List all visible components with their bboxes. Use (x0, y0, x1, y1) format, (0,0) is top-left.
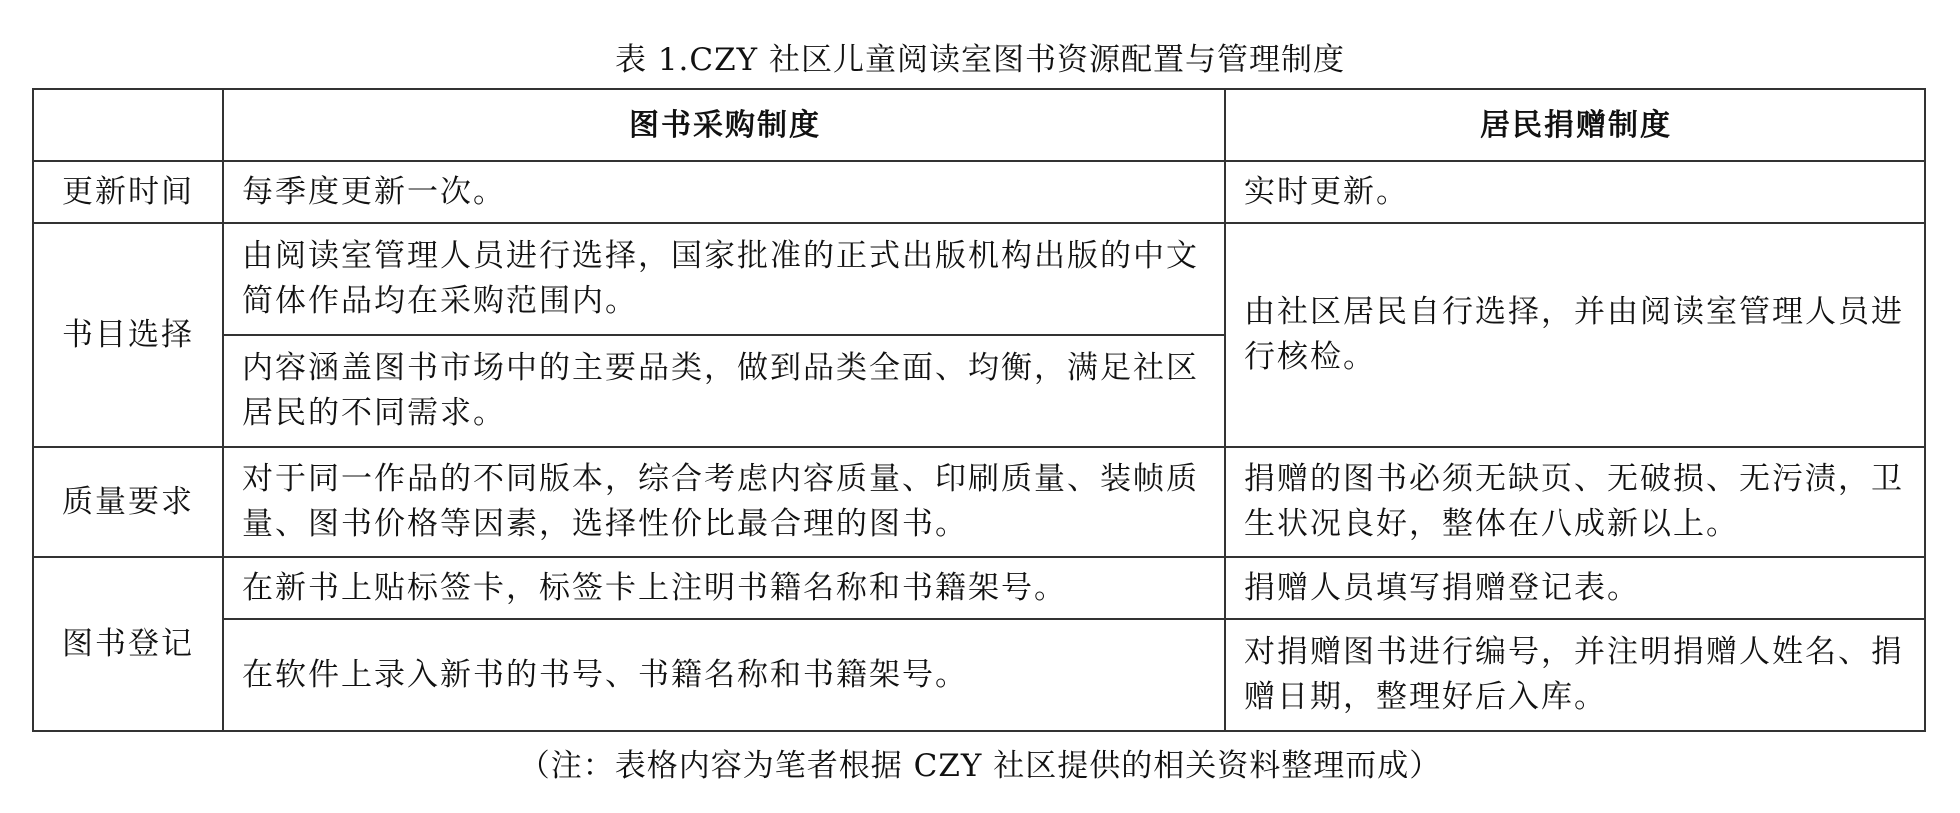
cell-registration-donation-2: 对捐赠图书进行编号，并注明捐赠人姓名、捐赠日期，整理好后入库。 (1225, 619, 1925, 731)
header-purchase-policy: 图书采购制度 (223, 89, 1225, 161)
cell-update-purchase: 每季度更新一次。 (223, 161, 1225, 223)
header-blank-cell (33, 89, 223, 161)
table-source-note: （注：表格内容为笔者根据 CZY 社区提供的相关资料整理而成） (518, 748, 1442, 784)
cell-selection-purchase-2: 内容涵盖图书市场中的主要品类，做到品类全面、均衡，满足社区居民的不同需求。 (223, 335, 1225, 447)
cell-registration-donation-1: 捐赠人员填写捐赠登记表。 (1225, 557, 1925, 619)
row-label-update-time: 更新时间 (33, 161, 223, 223)
table-row-selection-1 (33, 223, 1925, 335)
cell-quality-purchase: 对于同一作品的不同版本，综合考虑内容质量、印刷质量、装帧质量、图书价格等因素，选择性价比最合理的图书。 (223, 447, 1225, 557)
table-row-registration-2 (33, 619, 1925, 731)
cell-quality-donation: 捐赠的图书必须无缺页、无破损、无污渍，卫生状况良好，整体在八成新以上。 (1225, 447, 1925, 557)
row-label-registration: 图书登记 (33, 557, 223, 731)
table-row-registration-1 (33, 557, 1925, 619)
table-row-update-time (33, 161, 1925, 223)
table-caption: 表 1.CZY 社区儿童阅读室图书资源配置与管理制度 (614, 42, 1345, 78)
header-donation-policy: 居民捐赠制度 (1225, 89, 1925, 161)
row-label-selection: 书目选择 (33, 223, 223, 447)
cell-selection-donation: 由社区居民自行选择，并由阅读室管理人员进行核检。 (1225, 223, 1925, 447)
cell-registration-purchase-1: 在新书上贴标签卡，标签卡上注明书籍名称和书籍架号。 (223, 557, 1225, 619)
cell-selection-purchase-1: 由阅读室管理人员进行选择，国家批准的正式出版机构出版的中文简体作品均在采购范围内。 (223, 223, 1225, 335)
cell-registration-purchase-2: 在软件上录入新书的书号、书籍名称和书籍架号。 (223, 619, 1225, 731)
table-header-row (33, 89, 1925, 161)
cell-update-donation: 实时更新。 (1225, 161, 1925, 223)
policy-table (32, 88, 1926, 732)
row-label-quality: 质量要求 (33, 447, 223, 557)
table-row-quality (33, 447, 1925, 557)
